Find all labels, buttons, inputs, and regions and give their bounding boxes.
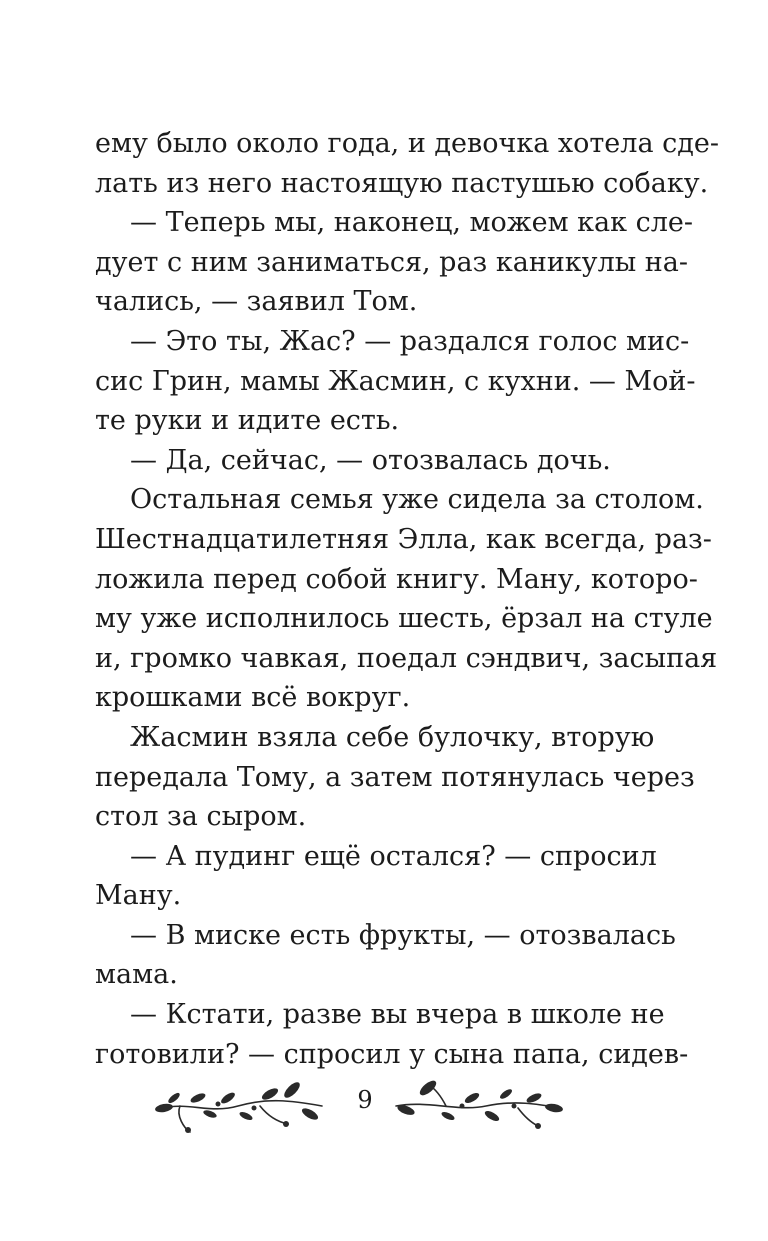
text-line: ему было около года, и девочка хотела сде- <box>95 128 719 159</box>
page-footer <box>150 1066 580 1146</box>
page-number: 9 <box>357 1086 373 1114</box>
text-line: мама. <box>95 959 178 991</box>
text-line: передала Тому, а затем потянулась через <box>95 761 695 793</box>
text-line: Остальная семья уже сидела за столом. <box>130 484 704 516</box>
text-line: му уже исполнилось шесть, ёрзал на стуле <box>95 603 713 635</box>
text-line: стол за сыром. <box>95 801 307 833</box>
text-line: — Кстати, разве вы вчера в школе не <box>130 999 665 1031</box>
text-line: — Это ты, Жас? — раздался голос мис- <box>130 325 690 357</box>
text-line: — Да, сейчас, — отозвалась дочь. <box>130 444 611 476</box>
text-line: — А пудинг ещё остался? — спросил <box>130 840 657 872</box>
body-text <box>95 124 719 1074</box>
text-line: сис Грин, мамы Жасмин, с кухни. — Мой- <box>95 365 696 397</box>
text-line: чались, — заявил Том. <box>95 286 418 318</box>
text-line: Шестнадцатилетняя Элла, как всегда, раз- <box>95 523 712 555</box>
floral-vine-ornament-left-icon <box>150 1076 330 1136</box>
text-line: — В миске есть фрукты, — отозвалась <box>130 919 676 951</box>
text-line: лать из него настоящую пастушью собаку. <box>95 167 709 199</box>
text-line: готовили? — спросил у сына папа, сидев- <box>95 1038 689 1070</box>
text-line: и, громко чавкая, поедал сэндвич, засыпая <box>95 642 718 674</box>
floral-vine-ornament-right-icon <box>388 1076 568 1136</box>
text-line: дует с ним заниматься, раз каникулы на- <box>95 246 689 278</box>
text-line: крошками всё вокруг. <box>95 682 411 714</box>
text-line: — Теперь мы, наконец, можем как сле- <box>130 207 693 239</box>
text-line: те руки и идите есть. <box>95 405 400 437</box>
text-line: Жасмин взяла себе булочку, вторую <box>130 721 655 753</box>
text-line: Ману. <box>95 880 182 912</box>
text-line: ложила перед собой книгу. Ману, которо- <box>95 563 698 595</box>
